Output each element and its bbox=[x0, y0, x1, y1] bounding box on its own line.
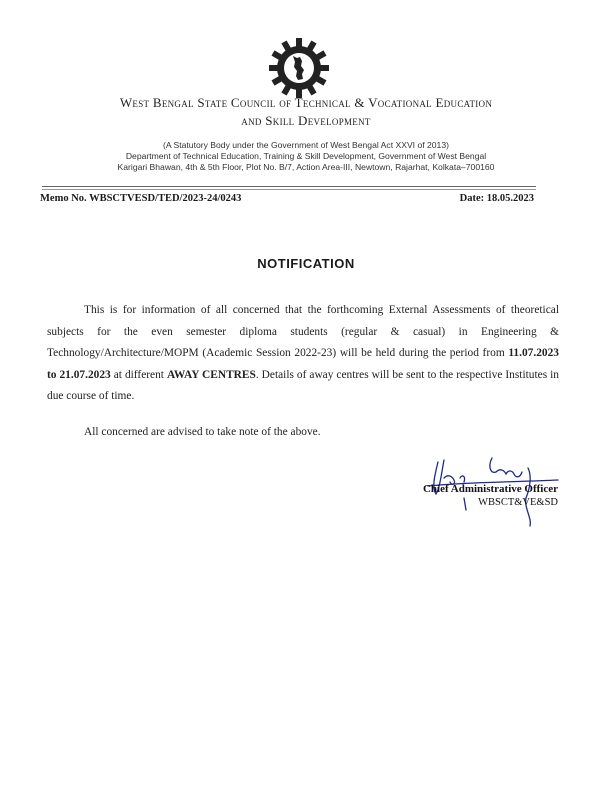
council-emblem-logo bbox=[267, 36, 331, 100]
org-name-line1: West Bengal State Council of Technical & Vocational Education bbox=[119, 95, 493, 110]
signatory-designation: Chief Administrative Officer bbox=[422, 483, 558, 495]
away-centres-label: AWAY CENTRES bbox=[166, 368, 256, 381]
address-text: Karigari Bhawan, 4th & 5th Floor, Plot No. B/7, Action Area-III, Newtown, Rajarhat, Kolkata–700160 bbox=[117, 162, 495, 172]
header-divider-secondary bbox=[42, 189, 536, 190]
signatory-organisation: WBSCT&VE&SD bbox=[478, 497, 558, 508]
memo-number: Memo No. WBSCTVESD/TED/2023-24/0243 bbox=[40, 193, 242, 204]
body-paragraph-2: All concerned are advised to take note of the above. bbox=[84, 426, 321, 438]
paragraph-text: This is for information of all concerned that the forthcoming External Assessments of theoretical subjects for the even semester diploma students (regular & casual) in Engineering & Technology/Architecture/MOPM (Academic Session 2022-23) will be held during the period from bbox=[47, 304, 559, 360]
org-name-line2: and Skill Development bbox=[241, 113, 371, 128]
paragraph-text: . Details of away centres will be sent to the respective Institutes in due course of time. bbox=[47, 368, 559, 403]
memo-date: Date: 18.05.2023 bbox=[459, 193, 534, 204]
department-text: Department of Technical Education, Training & Skill Development, Government of West Bengal bbox=[125, 151, 487, 161]
assessment-dates: 11.07.2023 to 21.07.2023 bbox=[47, 347, 559, 381]
header-divider bbox=[42, 186, 536, 187]
statutory-text: (A Statutory Body under the Government of West Bengal Act XXVI of 2013) bbox=[163, 140, 449, 150]
paragraph-text: at different bbox=[110, 368, 167, 381]
body-paragraph-1 bbox=[47, 300, 559, 408]
notification-title: NOTIFICATION bbox=[257, 256, 355, 271]
